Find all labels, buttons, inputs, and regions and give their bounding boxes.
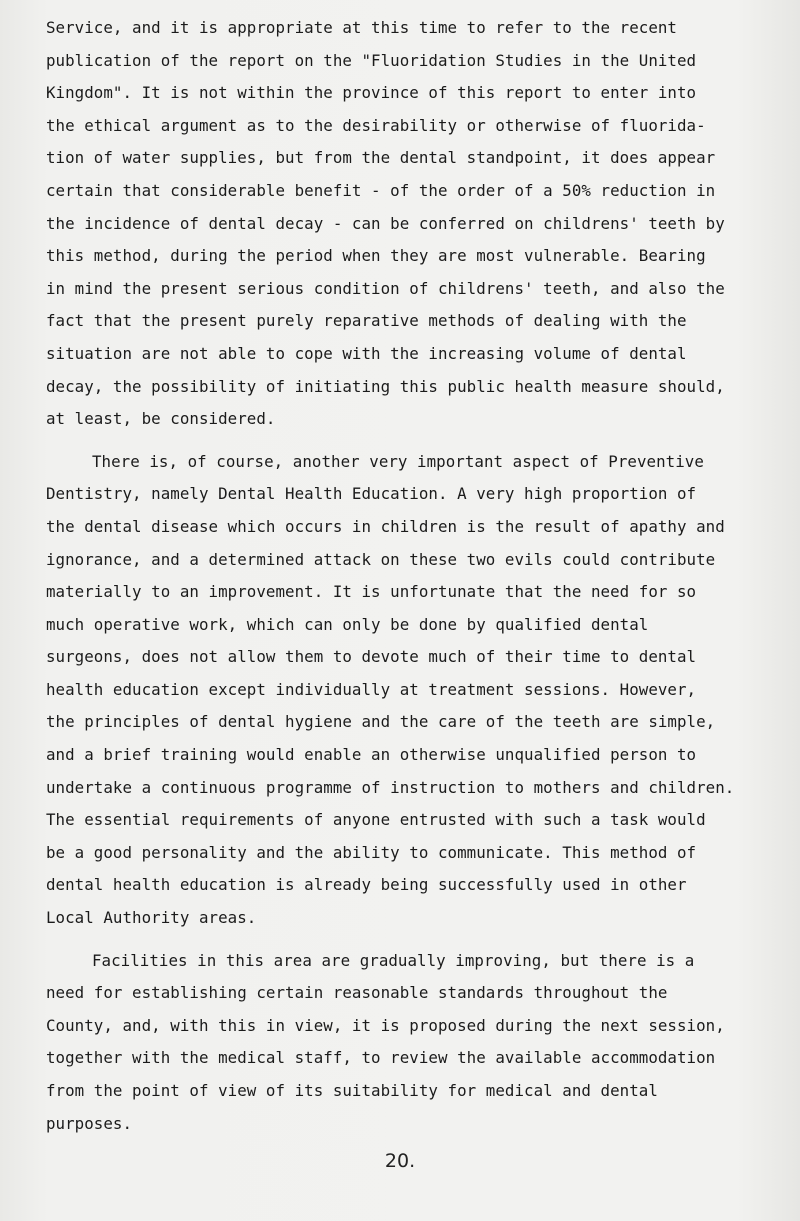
text-line: be a good personality and the ability to communicate. This method of bbox=[46, 842, 697, 862]
text-line: surgeons, does not allow them to devote much of their time to dental bbox=[46, 647, 697, 667]
text-line: health education except individually at treatment sessions. However, bbox=[46, 679, 697, 699]
text-line: ignorance, and a determined attack on these two evils could contribute bbox=[46, 549, 716, 569]
text-line: together with the medical staff, to review the available accommodation bbox=[46, 1048, 716, 1068]
paragraph-facilities bbox=[46, 945, 790, 1141]
paragraph-dental-health-education bbox=[46, 446, 790, 935]
text-line: publication of the report on the "Fluoridation Studies in the United bbox=[46, 50, 697, 70]
text-line: certain that considerable benefit - of the order of a 50% reduction in bbox=[46, 180, 716, 200]
paragraph-fluoridation bbox=[46, 12, 790, 436]
text-line: tion of water supplies, but from the dental standpoint, it does appear bbox=[46, 148, 716, 168]
text-line: the dental disease which occurs in children is the result of apathy and bbox=[46, 516, 725, 536]
text-line: decay, the possibility of initiating this public health measure should, bbox=[46, 376, 725, 396]
text-line: in mind the present serious condition of childrens' teeth, and also the bbox=[46, 278, 725, 298]
text-line: There is, of course, another very important aspect of Preventive bbox=[92, 451, 704, 471]
text-line: the incidence of dental decay - can be conferred on childrens' teeth by bbox=[46, 213, 725, 233]
text-line: purposes. bbox=[46, 1113, 133, 1133]
text-line: Dentistry, namely Dental Health Education. A very high proportion of bbox=[46, 484, 697, 504]
text-line: dental health education is already being successfully used in other bbox=[46, 875, 687, 895]
text-line: fact that the present purely reparative methods of dealing with the bbox=[46, 311, 687, 331]
text-line: Kingdom". It is not within the province of this report to enter into bbox=[46, 83, 697, 103]
paragraph-spacer bbox=[46, 935, 790, 945]
text-line: and a brief training would enable an otherwise unqualified person to bbox=[46, 745, 697, 765]
text-line: Local Authority areas. bbox=[46, 908, 257, 928]
text-line: materially to an improvement. It is unfortunate that the need for so bbox=[46, 582, 697, 602]
text-line: at least, be considered. bbox=[46, 409, 276, 429]
text-line: Facilities in this area are gradually improving, but there is a bbox=[92, 950, 695, 970]
page-number: 20. bbox=[384, 1150, 416, 1172]
text-line: this method, during the period when they are most vulnerable. Bearing bbox=[46, 246, 706, 266]
text-line: the ethical argument as to the desirability or otherwise of fluorida- bbox=[46, 115, 706, 135]
text-line: undertake a continuous programme of instruction to mothers and children. bbox=[46, 777, 735, 797]
text-line: the principles of dental hygiene and the care of the teeth are simple, bbox=[46, 712, 716, 732]
text-line: Service, and it is appropriate at this time to refer to the recent bbox=[46, 18, 677, 37]
text-line: need for establishing certain reasonable standards throughout the bbox=[46, 983, 668, 1003]
text-line: County, and, with this in view, it is proposed during the next session, bbox=[46, 1015, 725, 1035]
text-line: situation are not able to cope with the increasing volume of dental bbox=[46, 343, 687, 363]
paragraph-spacer bbox=[46, 436, 790, 446]
body-text bbox=[46, 12, 790, 1140]
text-line: from the point of view of its suitability for medical and dental bbox=[46, 1081, 658, 1100]
text-line: The essential requirements of anyone entrusted with such a task would bbox=[46, 810, 706, 830]
text-line: much operative work, which can only be done by qualified dental bbox=[46, 614, 649, 634]
